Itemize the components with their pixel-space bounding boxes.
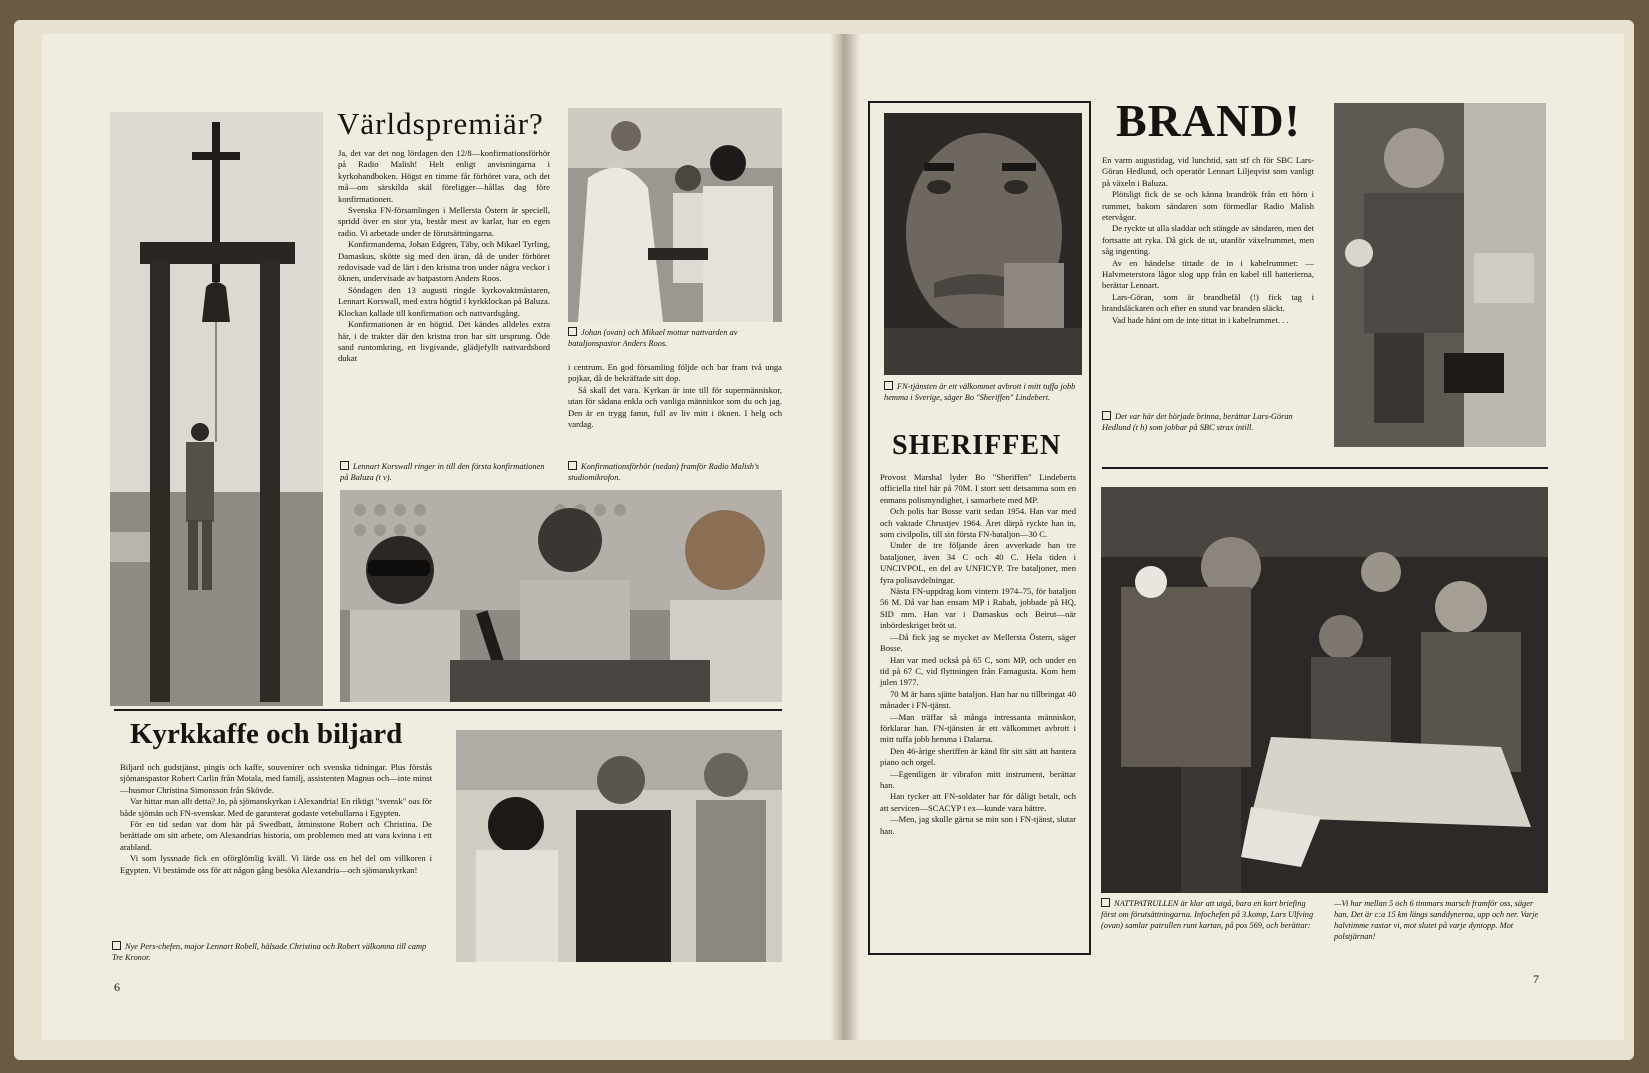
paragraph: —Man träffar så många intressanta människor, förklarar han. FN-tjänsten är ett välkommet avbrott i mitt tuffa jobb hemma i Dalarna. (880, 711, 1076, 745)
caption-johan-mikael: Johan (ovan) och Mikael mottar nattvarden av bataljonspastor Anders Roos. (568, 328, 738, 348)
paragraph: Svenska FN-församlingen i Mellersta Östern är speciell, spridd över en stor yta, består mest av karlar, har en egen radio. Vi arbetade under de förutsättningarna. (338, 205, 550, 238)
paragraph: Söndagen den 13 augusti ringde kyrkovaktmästaren, Lennart Korswall, med extra högtid i kyrkklockan på Baluza. Klockan kallade till konfirmation och nattvardsgång. (338, 284, 550, 318)
caption-box-icon (884, 381, 893, 390)
paragraph: Konfirmationen är en högtid. Det kändes alldeles extra här, i de trakter där den kristna tron har sitt ursprung. Öde sand runtomkring, ett livgivande, glädjefyllt nattvardsbord dukat (338, 319, 550, 364)
paragraph: Var hittar man allt detta? Jo, på sjömanskyrkan i Alexandria! En riktigt "svensk" oas för både sjömän och FN-svenskar. Med de garanterat godaste vetebullarna i Egypten. (120, 796, 432, 818)
paragraph: Provost Marshal lyder Bo "Sheriffen" Lindeberts officiella titel här på 70M. I stort sett detsamma som en enmans polismyndighet, i samarbete med MP. (880, 472, 1076, 505)
caption-nye-pers-chefen: Nye Pers-chefen, major Lennart Robell, hälsade Christina och Robert välkomna till camp Tre Kronor. (112, 942, 427, 962)
caption-nattpatrullen-right: —Vi har mellan 5 och 6 timmars marsch framför oss, säger han. Det är c:a 15 km längs sanddynerna, upp och ner. Varje halvtimme rastar vi, mot slutet på varje dyntopp. Mot polstjärnan! (1334, 899, 1539, 941)
paragraph: Och polis har Bosse varit sedan 1954. Han var med och vaktade Chrustjev 1964. Året därpå ryckte han in, som civilpolis, till sin första FN-bataljon—30 C. (880, 506, 1076, 540)
photo-visitors (456, 730, 782, 962)
title-sheriffen: SHERIFFEN (892, 430, 1062, 461)
paragraph: i centrum. En god församling följde och bar fram två unga pojkar, då de bekräftade sitt dop. (568, 362, 782, 384)
article-brand (1102, 155, 1314, 326)
photo-radio-studio (340, 490, 782, 702)
paragraph: Ja, det var det nog lördagen den 12/8—konfirmationsförhör på Radio Malish! Helt enligt anvisningarna i kyrkohandboken. Högst en timme får förhöret vara, och det må—om särskilda skäl föreligger—hållas dag före konfirmationen. (338, 148, 550, 204)
paragraph: Plötsligt fick de se och känna brandrök från ett hörn i rummet, bakom sändaren som förmedlar Radio Malish etervågor. (1102, 189, 1314, 223)
photo-night-patrol (1101, 487, 1548, 893)
paragraph: Lars-Göran, som är brandbefäl (!) fick tag i brandsläckaren och efter en stund var branden släckt. (1102, 291, 1314, 314)
paragraph: Konfirmanderna, Johan Edgren, Täby, och Mikael Tyrling, Damaskus, skötte sig med den äran, då de under förhöret redovisade vad de lärt i den kristna tron under några veckor i öknen, undervisade av batpastorn Anders Roos. (338, 239, 550, 284)
paragraph: —Då fick jag se mycket av Mellersta Östern, säger Bosse. (880, 631, 1076, 654)
paragraph: —Egentligen är vibrafon mitt instrument, berättar han. (880, 768, 1076, 790)
caption-box-icon (568, 327, 577, 336)
caption-box-icon (112, 941, 121, 950)
article-varldspremiar-col1 (338, 148, 550, 365)
photo-communion (568, 108, 782, 322)
caption-box-icon (1101, 898, 1110, 907)
paragraph: Den 46-årige sheriffen är känd för sitt sätt att hantera piano och orgel. (880, 745, 1076, 768)
paragraph: Han var med också på 65 C, som MP, och under en tid på 67 C, vid flyttningen från Famagusta. Kom hem julen 1977. (880, 654, 1076, 688)
photo-cross-bell (110, 112, 323, 706)
caption-box-icon (340, 461, 349, 470)
title-kyrkkaffe: Kyrkkaffe och biljard (130, 718, 403, 750)
page-number-right: 7 (1533, 972, 1539, 986)
caption-konfirmationsforhor: Konfirmationsförhör (nedan) framför Radio Malish's studiomikrofon. (568, 462, 759, 482)
title-brand: BRAND! (1116, 95, 1301, 146)
article-kyrkkaffe (120, 762, 432, 876)
paragraph: De ryckte ut alla sladdar och stängde av sändaren, men det fortsatte att ryka. Då gick de ut, utanför växelrummet, men såg ingenting. (1102, 223, 1314, 257)
caption-box-icon (568, 461, 577, 470)
title-varldspremiar: Världspremiär? (337, 106, 544, 141)
article-varldspremiar-col2 (568, 362, 782, 430)
paragraph: Vad hade hänt om de inte tittat in i kabelrummet. . . (1112, 314, 1289, 325)
article-sheriffen (880, 472, 1076, 837)
paragraph: En varm augustidag, vid lunchtid, satt stf ch för SBC Lars-Göran Hedlund, och operatör Lennart Liljeqvist som vanligt på växeln i Baluza. (1102, 155, 1314, 188)
caption-nattpatrullen-left: NATTPATRULLEN är klar att utgå, bara en kort briefing först om förutsättningarna. Infochefen på 3.komp, Lars Ulfving (ovan) samlar patrullen runt kartan, på pos 569, och berättar: (1101, 899, 1314, 930)
paragraph: 70 M är hans sjätte bataljon. Han har nu tillbringat 40 månader i FN-tjänst. (880, 688, 1076, 711)
paragraph: —Men, jag skulle gärna se min son i FN-tjänst, slutar han. (880, 814, 1076, 836)
section-divider (114, 709, 782, 711)
photo-radio-operator (1334, 103, 1546, 447)
paragraph: Nästa FN-uppdrag kom vintern 1974–75, för bataljon 56 M. Då var han ensam MP i Rabah, jobbade på HQ, SID mm. Han var i Damaskus och Beirut—när inbördeskriget bröt ut. (880, 586, 1076, 631)
paragraph: Så skall det vara. Kyrkan är inte till för supermänniskor, utan för sådana enkla och vanliga människor som du och jag. Den är en trygg famn, full av liv mitt i öknen. I helg och vardag. (568, 384, 782, 430)
caption-sheriff: FN-tjänsten är ett välkommet avbrott i mitt tuffa jobb hemma i Sverige, säger Bo "Sheriffen" Lindebert. (884, 382, 1076, 402)
caption-box-icon (1102, 411, 1111, 420)
book-gutter (830, 34, 860, 1040)
paragraph: Han tycker att FN-soldater har för dåligt betalt, och att servicen—SCACYP t ex—kunde vara bättre. (880, 791, 1076, 813)
page-number-left: 6 (114, 980, 120, 994)
paragraph: För en tid sedan var dom här på Swedbatt, åtminstone Robert och Christina. De berättade om sitt arbete, om Alexandrias historia, om problemen med att vara kvinna i ett arabland. (120, 819, 432, 852)
paragraph: Vi som lyssnade fick en oförglömlig kväll. Vi lärde oss en hel del om villkoren i Egypten. Vi bestämde oss för att någon gång besöka Alexandria—och sjömanskyrkan! (120, 853, 432, 875)
paragraph: Under de tre följande åren avverkade han tre bataljoner, även 34 C och 40 C. Hela tiden i UNCIVPOL, en del av UNFICYP. Tre bataljoner, men fyra polisavdelningar. (880, 540, 1076, 585)
paragraph: Av en händelse tittade de in i kabelrummet: —Halvmeterstora lågor slog upp från en kabel till batterierna, berättar Lennart. (1102, 257, 1314, 291)
photo-sheriff-portrait (884, 113, 1082, 375)
caption-brand: Det var här det började brinna, berättar Lars-Göran Hedlund (t h) som jobbar på SBC strax intill. (1102, 412, 1293, 432)
paragraph: Biljard och gudstjänst, pingis och kaffe, souvenirer och svenska tidningar. Plus förstås sjömanspastor Robert Carlin från Motala, med familj, assistenten Magnus och—inte minst—husmor Christina Simonsson från Skövde. (120, 762, 432, 795)
caption-lennart-korswall: Lennart Korswall ringer in till den första konfirmationen på Baluza (t v). (340, 462, 545, 482)
section-divider (1102, 467, 1548, 469)
